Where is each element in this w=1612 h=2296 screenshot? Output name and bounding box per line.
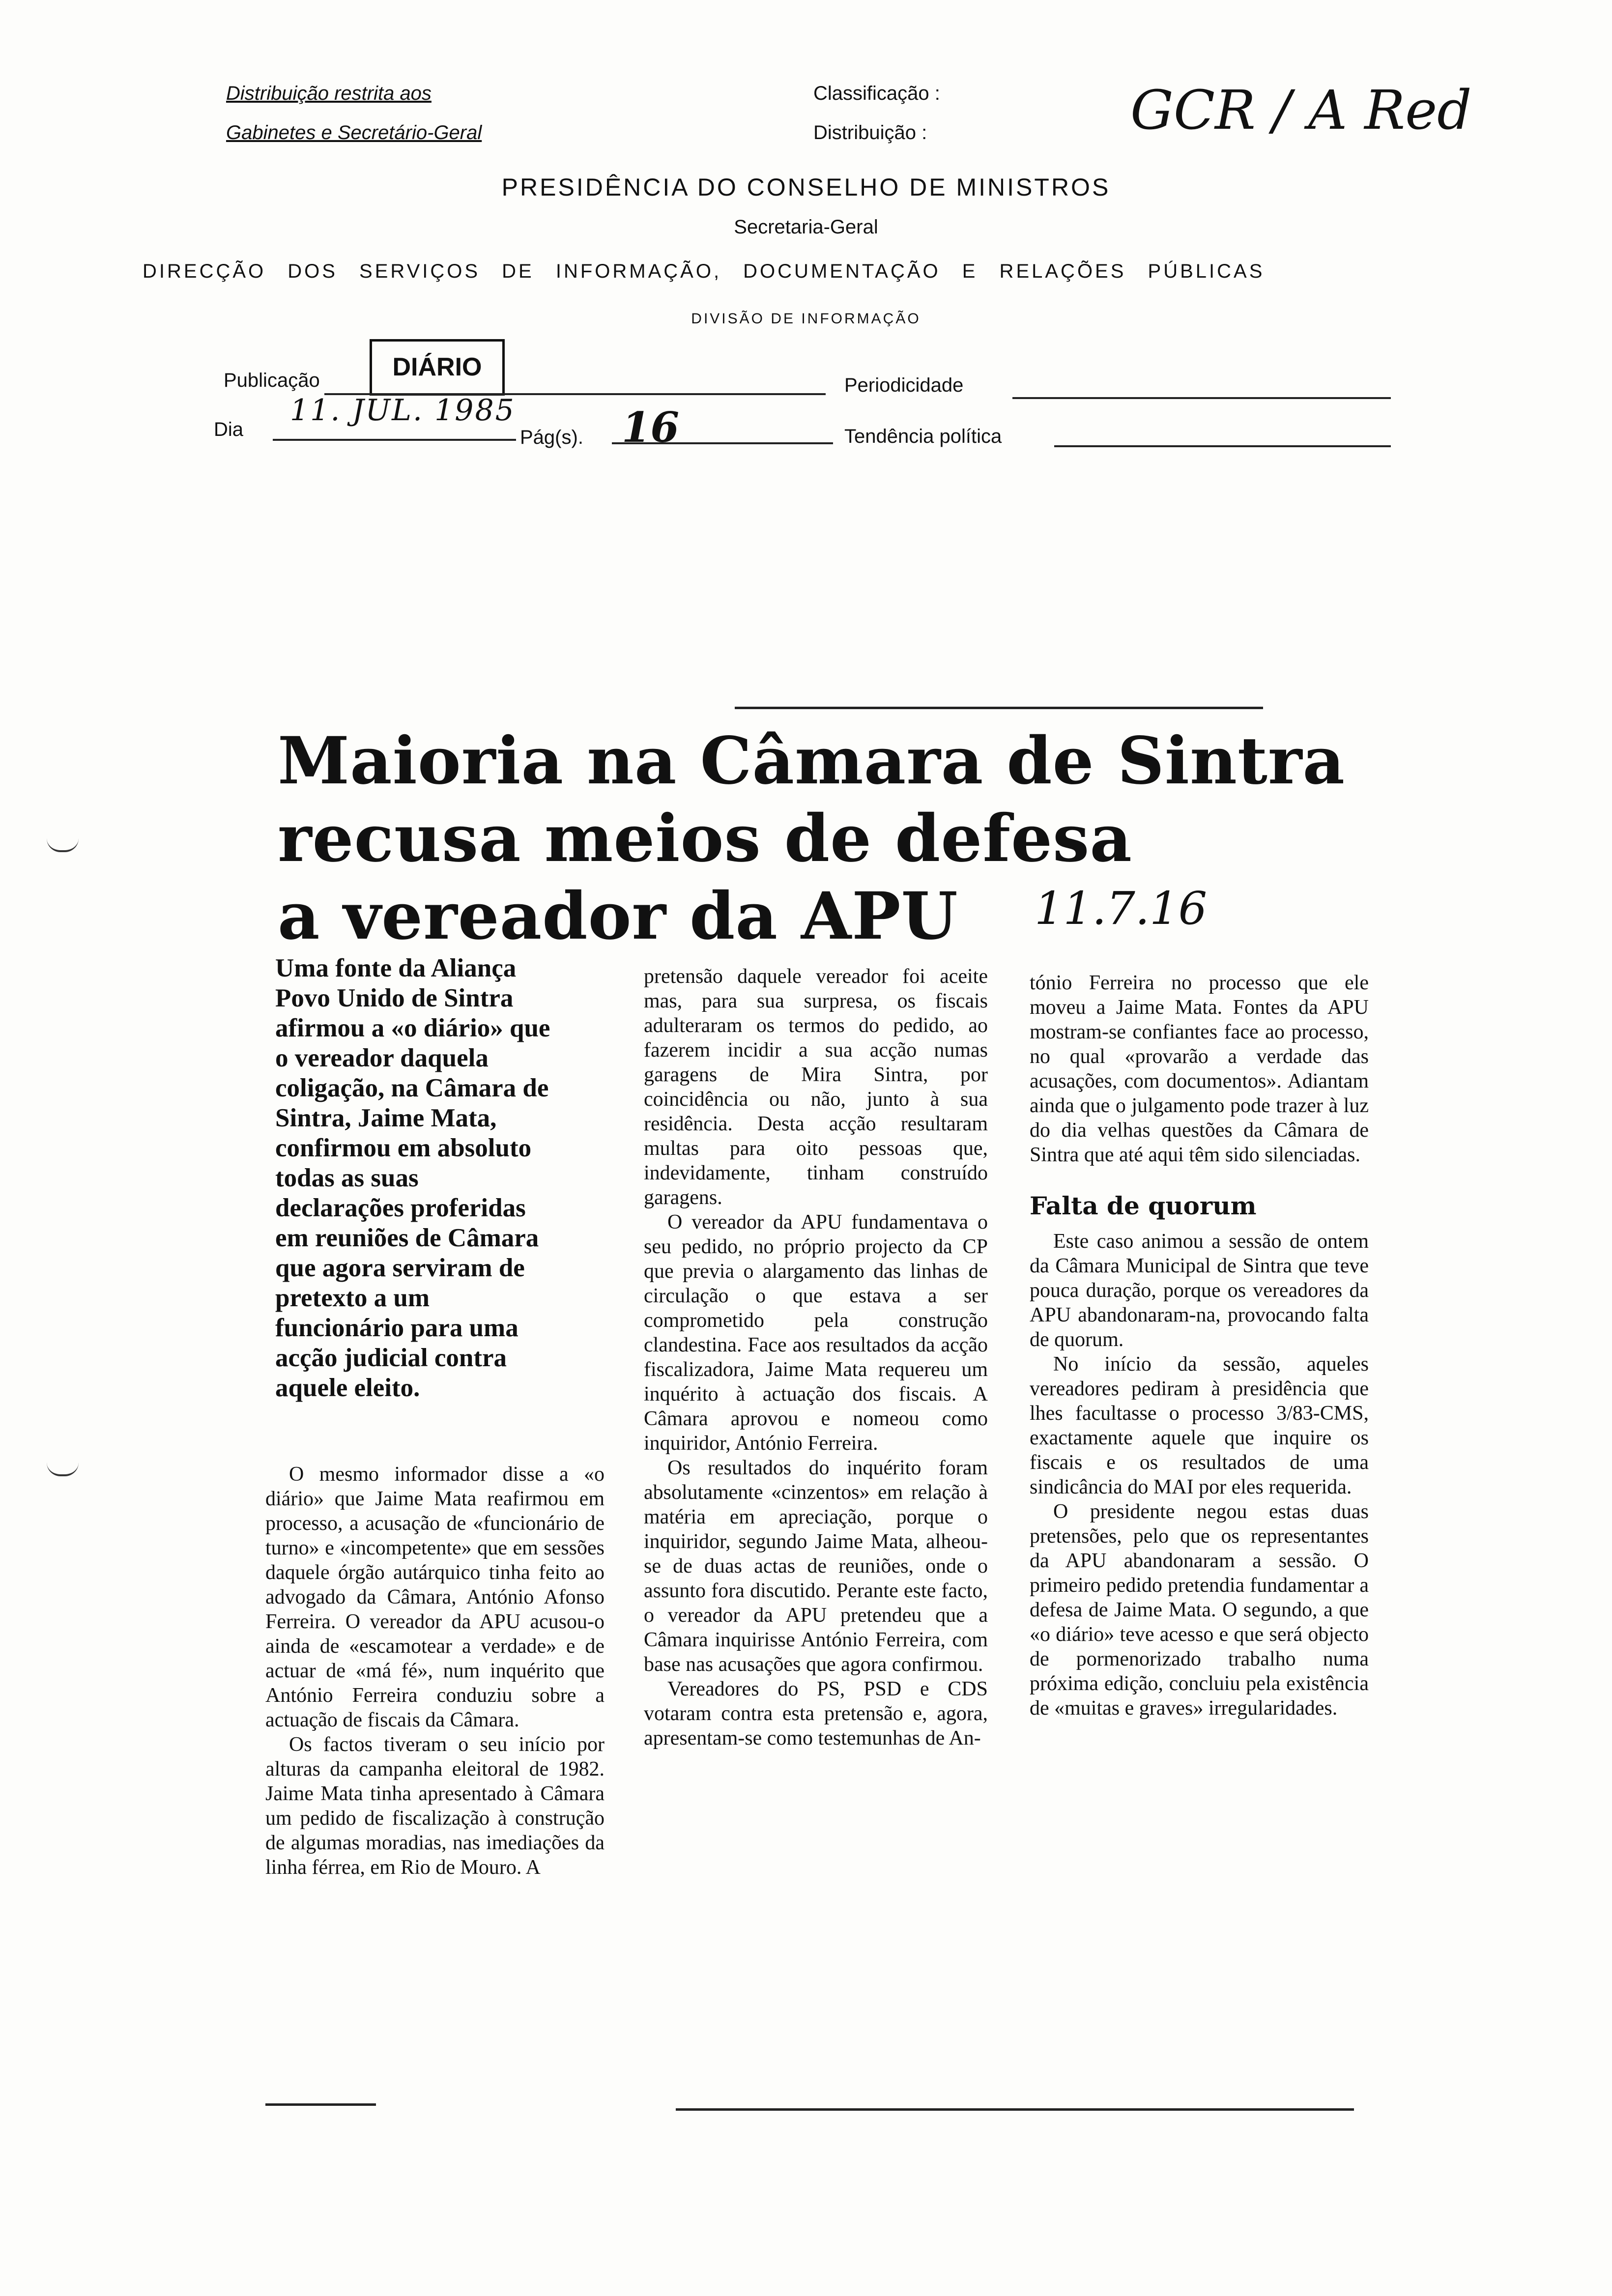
handwritten-margin-note: 11.7.16 (1035, 882, 1208, 935)
pags-value: 16 (622, 403, 679, 452)
lead-line: todas as suas (275, 1164, 419, 1192)
tendencia-field-line (1054, 445, 1391, 447)
lead-line: declarações proferidas (275, 1194, 526, 1222)
clipping-top-rule (735, 707, 1263, 709)
dia-label: Dia (214, 419, 244, 440)
lead-line: pretexto a um (275, 1284, 430, 1312)
lead-line: confirmou em absoluto (275, 1134, 532, 1162)
article-paragraph: tónio Ferreira no processo que ele moveu a Jaime Mata. Fontes da APU mostram-se confiantes face ao processo, no qual «provarão a verdade das acusações, com documentos». Adiantam ainda que o julgamento pode trazer à luz do dia velhas questões da Câmara de Sintra que até aqui têm sido silenciadas. (1030, 972, 1369, 1166)
publicacao-label: Publicação (224, 370, 320, 391)
direccao-title: DIRECÇÃO DOS SERVIÇOS DE INFORMAÇÃO, DOCUMENTAÇÃO E RELAÇÕES PÚBLICAS (143, 260, 1265, 282)
presidencia-title: PRESIDÊNCIA DO CONSELHO DE MINISTROS (501, 173, 1111, 201)
classificacao-label: Classificação : (813, 83, 940, 104)
article-lead (275, 953, 614, 1403)
pags-label: Pág(s). (520, 427, 583, 448)
article-paragraph: Os resultados do inquérito foram absolutamente «cinzentos» em relação à matéria em apreciação, porque o inquiridor, segundo Jaime Mata, alheou-se de duas actas de reuniões, onde o assunto fora discutido. Perante este facto, o vereador da APU pretendeu que a Câmara inquirisse António Ferreira, com base nas acusações que agora confirmou. (644, 1457, 988, 1676)
article-paragraph: O vereador da APU fundamentava o seu pedido, no próprio projecto da CP que previa o alargamento das linhas de circulação o que estava a ser comprometido pela construção clandestina. Face aos resultados da acção fiscalizadora, Jaime Mata requereu um inquérito à actuação dos fiscais. A Câmara aprovou e nomeou como inquiridor, António Ferreira. (644, 1211, 988, 1455)
lead-line: acção judicial contra (275, 1344, 507, 1372)
clipping-bottom-rule (676, 2108, 1354, 2111)
periodicidade-label: Periodicidade (844, 374, 964, 396)
distribution-line-2: Gabinetes e Secretário-Geral (226, 122, 482, 144)
lead-line: Povo Unido de Sintra (275, 984, 514, 1012)
distribuicao-label: Distribuição : (813, 122, 927, 144)
headline-line-3: a vereador da APU (278, 878, 958, 954)
article-paragraph: No início da sessão, aqueles vereadores pediram à presidência que lhes facultasse o processo 3/83-CMS, exactamente aquele que inquire os fiscais e os resultados de uma sindicância do MAI por eles requerida. (1030, 1353, 1369, 1498)
section-subheading: Falta de quorum (1030, 1191, 1257, 1220)
margin-tick-mark (47, 838, 79, 852)
lead-line: funcionário para uma (275, 1314, 518, 1342)
periodicidade-field-line (1012, 397, 1391, 399)
distribution-line-1: Distribuição restrita aos (226, 83, 432, 104)
article-paragraph: Os factos tiveram o seu início por alturas da campanha eleitoral de 1982. Jaime Mata tinha apresentado à Câmara um pedido de fiscalização à construção de algumas moradias, nas imediações da linha férrea, em Rio de Mouro. A (265, 1733, 604, 1879)
article-paragraph: Este caso animou a sessão de ontem da Câmara Municipal de Sintra que teve pouca duração, porque os vereadores da APU abandonaram-na, provocando falta de quorum. (1030, 1230, 1369, 1351)
article-paragraph: O mesmo informador disse a «o diário» que Jaime Mata reafirmou em processo, a acusação de «funcionário de turno» e «incompetente» que em sessões daquele órgão autárquico tinha feito ao advogado da Câmara, António Afonso Ferreira. O vereador da APU acusou-o ainda de «escamotear a verdade» e de actuar de «má fé», num inquérito que António Ferreira conduziu sobre a actuação de fiscais da Câmara. (265, 1463, 604, 1731)
headline-line-2: recusa meios de defesa (278, 801, 1132, 877)
article-paragraph: Vereadores do PS, PSD e CDS votaram contra esta pretensão e, agora, apresentam-se como testemunhas de An- (644, 1678, 988, 1750)
secretaria-title: Secretaria-Geral (734, 216, 878, 238)
article-column-1 (265, 1462, 604, 1880)
handwritten-routing-note: GCR / A Red (1130, 79, 1472, 142)
pags-field-line (612, 442, 833, 444)
dia-field-line (273, 439, 516, 441)
lead-line: afirmou a «o diário» que (275, 1014, 550, 1042)
distribution-restriction-note (226, 74, 482, 152)
article-column-2 (644, 964, 988, 1751)
margin-tick-mark (47, 1463, 79, 1476)
lead-line: que agora serviram de (275, 1254, 525, 1282)
lead-line: Sintra, Jaime Mata, (275, 1104, 497, 1132)
dia-value: 11. JUL. 1985 (290, 393, 516, 428)
headline-line-1: Maioria na Câmara de Sintra (278, 723, 1345, 799)
lead-line: o vereador daquela (275, 1044, 489, 1072)
divisao-title: DIVISÃO DE INFORMAÇÃO (691, 311, 921, 327)
lead-line: em reuniões de Câmara (275, 1224, 539, 1252)
clipping-bottom-rule-short (265, 2103, 376, 2106)
lead-line: Uma fonte da Aliança (275, 954, 517, 982)
lead-line: coligação, na Câmara de (275, 1074, 549, 1102)
lead-line: aquele eleito. (275, 1374, 420, 1402)
tendencia-label: Tendência política (844, 426, 1002, 447)
publication-stamp: DIÁRIO (370, 339, 505, 396)
article-paragraph: O presidente negou estas duas pretensões, pelo que os representantes da APU abandonaram a sessão. O primeiro pedido pretendia fundamentar a defesa de Jaime Mata. O segundo, a que «o diário» teve acesso e que será objecto de pormenorizado trabalho numa próxima edição, concluiu pela existência de «muitas e graves» irregularidades. (1030, 1500, 1369, 1720)
article-column-3 (1030, 971, 1369, 1721)
article-paragraph: pretensão daquele vereador foi aceite mas, para sua surpresa, os fiscais adulteraram os termos do pedido, ao fazerem incidir a sua acção numas garagens de Mira Sintra, por coincidência ou não, junto à sua residência. Desta acção resultaram multas para oito pessoas que, indevidamente, tinham construído garagens. (644, 965, 988, 1209)
classification-block (813, 74, 940, 152)
